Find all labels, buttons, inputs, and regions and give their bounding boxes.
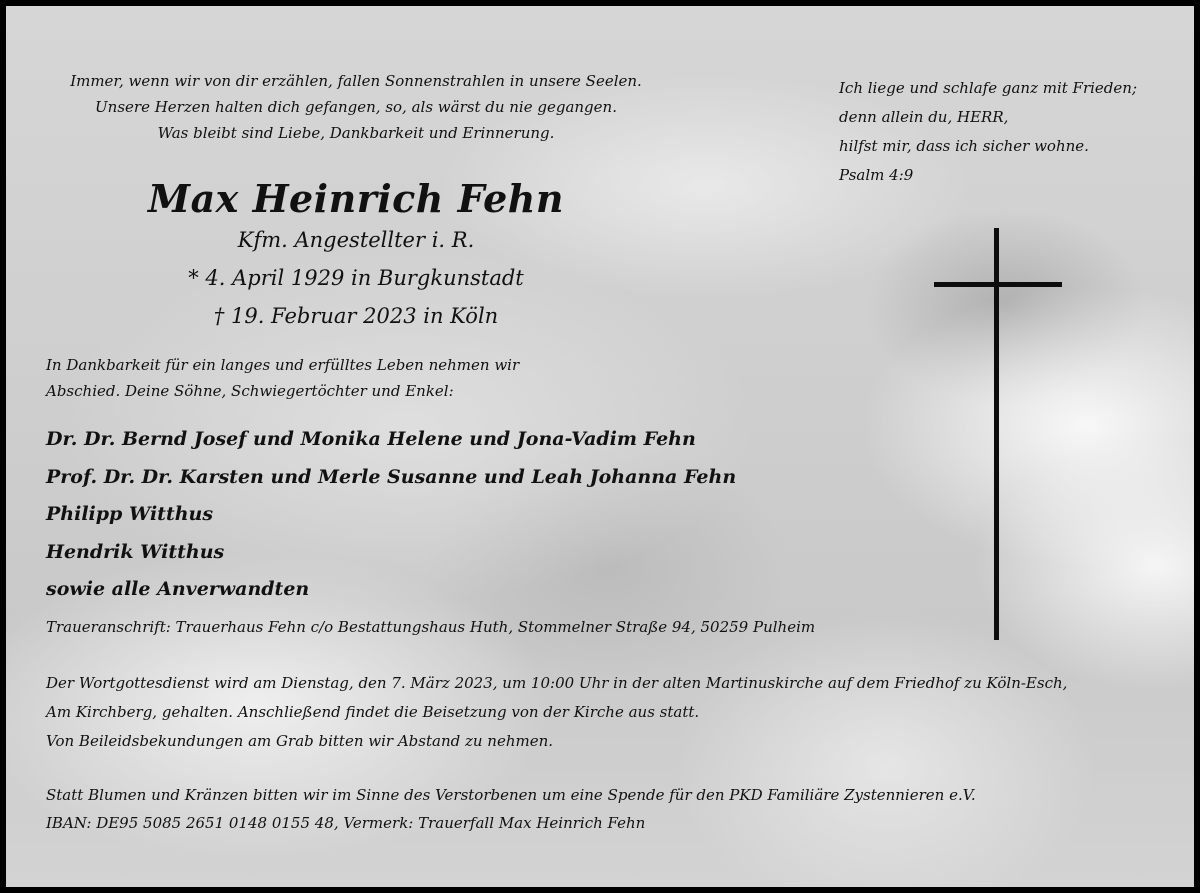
obituary-page — [6, 6, 1194, 887]
psalm-quote — [839, 74, 1179, 190]
deceased-details — [66, 221, 646, 335]
thanks-line: In Dankbarkeit für ein langes und erfülltes Leben nehmen wir — [46, 356, 520, 374]
motto-line: Was bleibt sind Liebe, Dankbarkeit und Erinnerung. — [157, 124, 555, 142]
motto-verse — [36, 68, 676, 146]
cross-icon — [994, 228, 999, 640]
donation-line: Statt Blumen und Kränzen bitten wir im Sinne des Verstorbenen um eine Spende für den PKD Familiäre Zystennieren e.V. — [46, 786, 976, 804]
service-line: Der Wortgottesdienst wird am Dienstag, den 7. März 2023, um 10:00 Uhr in der alten Martinuskirche auf dem Friedhof zu Köln-Esch, — [46, 674, 1068, 692]
psalm-line: denn allein du, HERR, — [839, 108, 1009, 126]
death-info: † 19. Februar 2023 in Köln — [213, 304, 499, 328]
deceased-name: Max Heinrich Fehn — [148, 176, 564, 221]
family-member: Dr. Dr. Bernd Josef und Monika Helene und Jona-Vadim Fehn — [46, 428, 696, 450]
iban-line: IBAN: DE95 5085 2651 0148 0155 48, Vermerk: Trauerfall Max Heinrich Fehn — [46, 814, 646, 832]
thanks-line: Abschied. Deine Söhne, Schwiegertöchter und Enkel: — [46, 382, 454, 400]
family-member: Hendrik Witthus — [46, 540, 225, 563]
birth-info: * 4. April 1929 in Burgkunstadt — [188, 266, 524, 290]
family-member: Philipp Witthus — [46, 503, 214, 525]
service-info — [46, 669, 1166, 756]
motto-line: Immer, wenn wir von dir erzählen, fallen Sonnenstrahlen in unsere Seelen. — [70, 72, 642, 90]
family-member: Prof. Dr. Dr. Karsten und Merle Susanne und Leah Johanna Fehn — [46, 465, 737, 488]
motto-line: Unsere Herzen halten dich gefangen, so, als wärst du nie gegangen. — [95, 98, 617, 116]
cross-icon-bar — [934, 282, 1062, 287]
service-line: Am Kirchberg, gehalten. Anschließend findet die Beisetzung von der Kirche aus statt. — [46, 703, 700, 721]
psalm-line: Ich liege und schlafe ganz mit Frieden; — [839, 79, 1138, 97]
donation-info — [46, 781, 1166, 837]
family-member: sowie alle Anverwandten — [46, 578, 310, 600]
family-list — [46, 421, 846, 609]
service-line: Von Beileidsbekundungen am Grab bitten wir Abstand zu nehmen. — [46, 732, 554, 750]
mourning-address: Traueranschrift: Trauerhaus Fehn c/o Bestattungshaus Huth, Stommelner Straße 94, 50259 Pulheim — [46, 618, 816, 636]
thanks-text — [46, 352, 606, 404]
deceased-occupation: Kfm. Angestellter i. R. — [237, 228, 475, 252]
psalm-line: hilfst mir, dass ich sicher wohne. — [839, 137, 1089, 155]
psalm-reference: Psalm 4:9 — [839, 166, 914, 184]
